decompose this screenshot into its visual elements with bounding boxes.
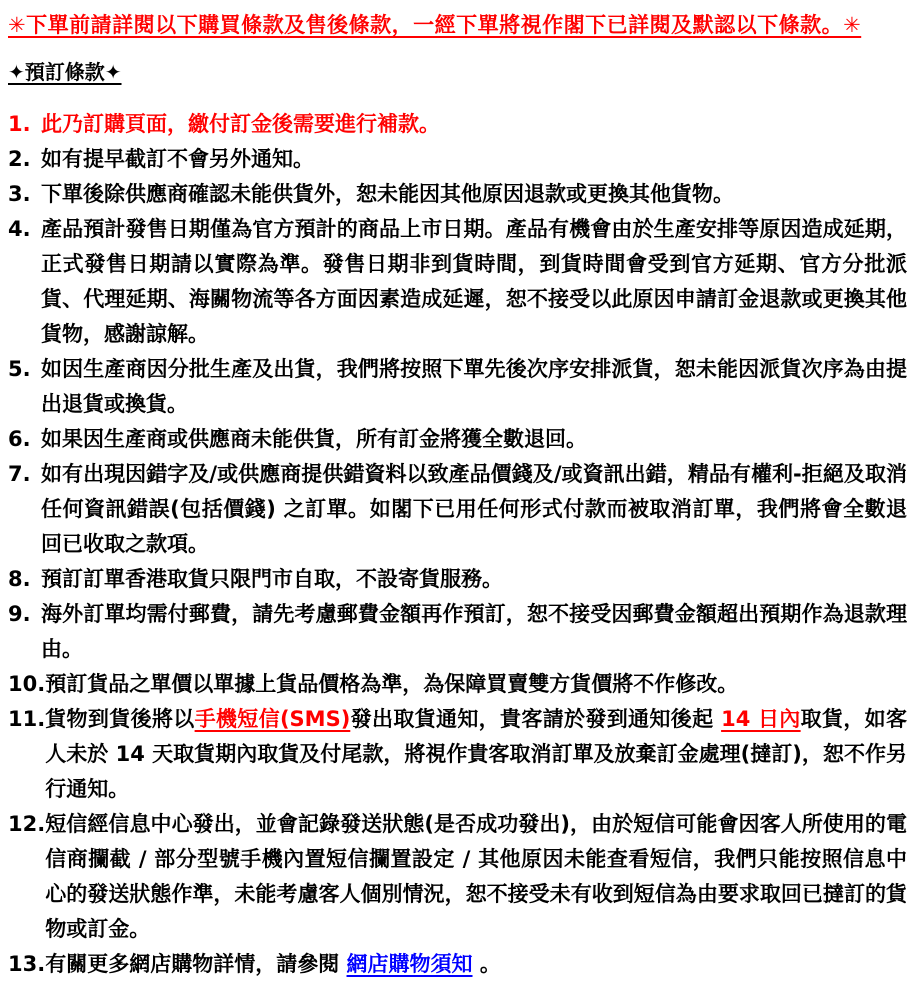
term-text (41, 562, 907, 597)
term-number: 4. (8, 217, 31, 241)
term-text (45, 807, 907, 947)
term-text (41, 457, 907, 562)
term-text-segment: 產品預計發售日期僅為官方預計的商品上市日期。產品有機會由於生產安排等原因造成延期，正式發售日期請以實際為準。發售日期非到貨時間，到貨時間會受到官方延期、官方分批派貨、代理延期、海關物流等各方面因素造成延遲，恕不接受以此原因申請訂金退款或更換其他貨物，感謝諒解。 (41, 217, 907, 346)
term-number: 7. (8, 462, 31, 486)
term-number: 13. (8, 952, 46, 976)
term-item (8, 667, 907, 702)
term-item (8, 142, 907, 177)
term-number: 5. (8, 357, 31, 381)
term-item (8, 702, 907, 807)
term-item (8, 457, 907, 562)
term-text-segment: 貨物到貨後將以 (45, 707, 195, 731)
term-text-segment: 發出取貨通知，貴客請於發到通知後起 (350, 707, 722, 731)
term-number: 9. (8, 602, 31, 626)
term-text (41, 212, 907, 352)
term-item (8, 212, 907, 352)
term-number: 8. (8, 567, 31, 591)
term-text-segment: 預訂貨品之單價以單據上貨品價格為準，為保障買賣雙方貨價將不作修改。 (45, 672, 739, 696)
term-item (8, 352, 907, 422)
terms-list (8, 107, 907, 982)
term-text (41, 352, 907, 422)
term-text-segment: 14 日內 (721, 707, 801, 731)
term-item (8, 597, 907, 667)
term-text-segment: 預訂訂單香港取貨只限門市自取，不設寄貨服務。 (41, 567, 503, 591)
term-item (8, 422, 907, 457)
term-text-segment: 短信經信息中心發出，並會記錄發送狀態(是否成功發出)，由於短信可能會因客人所使用的電信商攔截 / 部分型號手機內置短信攔置設定 / 其他原因未能查看短信，我們只能按照信息中心的發送狀態作準，未能考慮客人個別情況，恕不接受未有收到短信為由要求取回已撻訂的貨物或訂金。 (45, 812, 907, 941)
term-number: 3. (8, 182, 31, 206)
term-text-segment: 如果因生產商或供應商未能供貨，所有訂金將獲全數退回。 (41, 427, 587, 451)
term-text (45, 667, 907, 702)
term-number: 12. (8, 812, 46, 836)
term-text-segment: 手機短信(SMS) (194, 707, 351, 731)
term-text (45, 947, 907, 982)
term-text-segment: 下單後除供應商確認未能供貨外，恕未能因其他原因退款或更換其他貨物。 (41, 182, 734, 206)
term-number: 10. (8, 672, 46, 696)
term-text-segment: 取貨，如客人未於 14 天取貨期內取貨及付尾款，將視作貴客取消訂單及放棄訂金處理(撻訂)，恕不作另行通知。 (45, 707, 908, 801)
term-text (45, 702, 907, 807)
purchase-notice-header: ✳下單前請詳閱以下購買條款及售後條款，一經下單將視作閣下已詳閱及默認以下條款。✳ (8, 13, 862, 37)
term-text-segment: 海外訂單均需付郵費，請先考慮郵費金額再作預訂，恕不接受因郵費金額超出預期作為退款理由。 (41, 602, 907, 661)
term-item (8, 562, 907, 597)
term-text-segment: 此乃訂購頁面，繳付訂金後需要進行補款。 (41, 112, 440, 136)
store-shopping-notice-link[interactable]: 網店購物須知 (346, 952, 473, 976)
term-item (8, 177, 907, 212)
term-item (8, 947, 907, 982)
term-text (41, 107, 907, 142)
term-text (41, 142, 907, 177)
term-number: 1. (8, 112, 31, 136)
term-text-segment: 有關更多網店購物詳情，請參閱 (45, 952, 347, 976)
term-text-segment: 。 (472, 952, 501, 976)
term-item (8, 807, 907, 947)
term-number: 6. (8, 427, 31, 451)
term-item (8, 107, 907, 142)
section-title: ✦預訂條款✦ (8, 60, 122, 84)
term-text (41, 177, 907, 212)
term-text-segment: 如因生產商因分批生產及出貨，我們將按照下單先後次序安排派貨，恕未能因派貨次序為由提出退貨或換貨。 (41, 357, 907, 416)
term-text (41, 422, 907, 457)
term-text-segment: 如有出現因錯字及/或供應商提供錯資料以致產品價錢及/或資訊出錯，精品有權利-拒絕及取消任何資訊錯誤(包括價錢) 之訂單。如閣下已用任何形式付款而被取消訂單，我們將會全數退回已收取之款項。 (41, 462, 907, 556)
term-text (41, 597, 907, 667)
term-number: 11. (8, 707, 46, 731)
term-number: 2. (8, 147, 31, 171)
term-text-segment: 如有提早截訂不會另外通知。 (41, 147, 314, 171)
